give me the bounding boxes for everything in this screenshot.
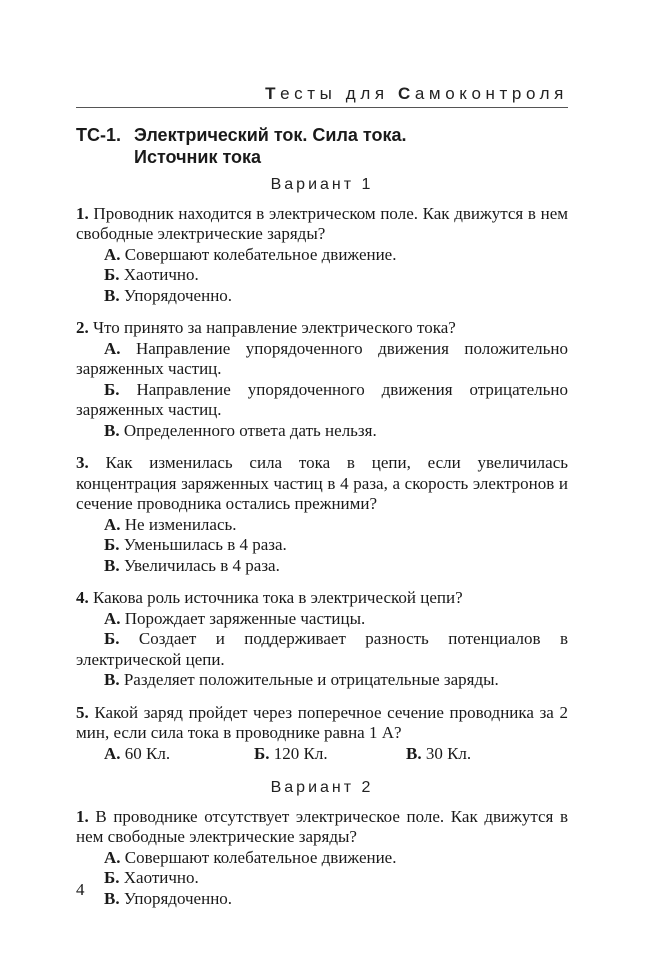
option-key: Б.	[104, 265, 120, 284]
question-v2-1	[76, 807, 568, 910]
question-1	[76, 204, 568, 307]
header-initial-c: С	[397, 84, 415, 103]
question-text: Проводник находится в электрическом поле. Как движутся в нем свободные электрические заряды?	[76, 203, 568, 243]
option-key: В.	[406, 743, 422, 763]
inline-options	[76, 744, 568, 765]
option-key: В.	[104, 670, 120, 689]
option-text: Порождает заряженные частицы.	[124, 608, 366, 628]
question-3	[76, 453, 568, 576]
question-text: В проводнике отсутствует электрическое поле. Как движутся в нем свободные электрические заряды?	[76, 806, 568, 846]
question-text: Какой заряд пройдет через поперечное сечение проводника за 2 мин, если сила тока в проводнике равна 1 А?	[76, 702, 568, 742]
option-key: В.	[104, 555, 120, 575]
option-text: Увеличилась в 4 раза.	[123, 555, 280, 575]
option-text: Хаотично.	[123, 265, 199, 284]
option-key: А.	[104, 514, 121, 534]
question-number: 1.	[76, 203, 89, 223]
option-key: Б.	[104, 629, 120, 648]
option-text: Упорядоченно.	[123, 285, 233, 305]
question-text: Как изменилась сила тока в цепи, если увеличилась концентрация заряженных частиц в 4 раза, а скорость электронов и сечение проводника остались прежними?	[76, 453, 569, 513]
header-text-1: есты для	[280, 84, 398, 103]
option-key: А.	[104, 338, 121, 358]
question-5	[76, 703, 568, 765]
option-key: А.	[104, 743, 121, 763]
option-key: А.	[104, 608, 121, 628]
option-text: 30 Кл.	[425, 743, 472, 763]
option-text: Хаотично.	[123, 868, 199, 887]
option-text: Не изменилась.	[124, 514, 237, 534]
option-text: 120 Кл.	[273, 743, 328, 763]
option-text: Направление упорядоченного движения отрицательно заряженных частиц.	[76, 379, 568, 419]
running-header	[76, 84, 568, 104]
question-number: 3.	[76, 453, 89, 472]
option-key: В.	[104, 420, 120, 440]
section-title-line1: Электрический ток. Сила тока.	[134, 125, 407, 145]
question-2	[76, 318, 568, 441]
option-text: Уменьшилась в 4 раза.	[123, 535, 287, 554]
question-number: 1.	[76, 806, 89, 826]
option-text: 60 Кл.	[124, 743, 171, 763]
option-key: В.	[104, 285, 120, 305]
question-number: 5.	[76, 702, 89, 722]
option-text: Разделяет положительные и отрицательные заряды.	[123, 670, 499, 689]
option-text: Создает и поддерживает разность потенциалов в электрической цепи.	[76, 629, 569, 669]
question-number: 2.	[76, 318, 89, 337]
option-text: Совершают колебательное движение.	[124, 847, 397, 867]
option-text: Упорядоченно.	[123, 888, 233, 908]
variant-1-heading: Вариант 1	[270, 176, 374, 193]
option-text: Определенного ответа дать нельзя.	[123, 420, 377, 440]
section-title-line2: Источник тока	[134, 147, 262, 167]
section-number: ТС-1.	[76, 125, 121, 145]
section-title	[76, 124, 568, 168]
option-key: Б.	[104, 535, 120, 554]
option-key: Б.	[254, 743, 270, 763]
content	[76, 175, 568, 909]
question-text: Что принято за направление электрического тока?	[93, 318, 456, 337]
option-key: А.	[104, 847, 121, 867]
page-number: 4	[76, 880, 85, 899]
header-initial-t: Т	[265, 84, 281, 103]
option-key: Б.	[104, 379, 120, 399]
option-key: А.	[104, 244, 121, 264]
option-text: Совершают колебательное движение.	[124, 244, 397, 264]
option-key: Б.	[104, 868, 120, 887]
question-text: Какова роль источника тока в электрической цепи?	[93, 588, 463, 607]
header-rule	[76, 107, 568, 108]
variant-2-heading: Вариант 2	[270, 779, 374, 796]
question-4	[76, 588, 568, 691]
question-number: 4.	[76, 588, 89, 607]
header-text-2: амоконтроля	[414, 84, 568, 103]
option-key: В.	[104, 888, 120, 908]
option-text: Направление упорядоченного движения положительно заряженных частиц.	[76, 338, 568, 378]
